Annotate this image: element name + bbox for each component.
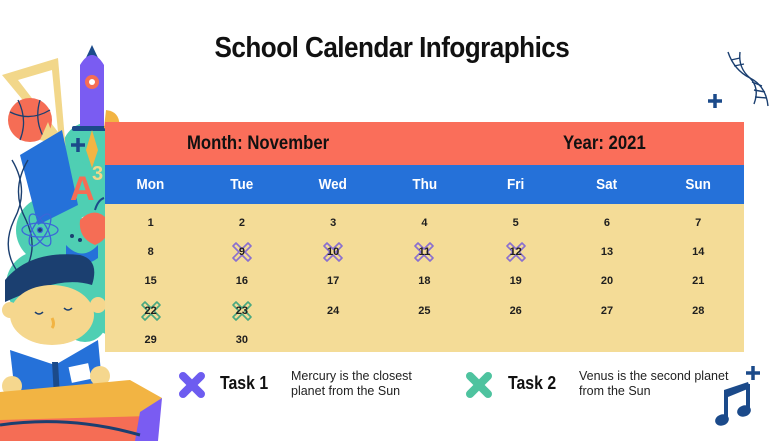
child-face [10,285,94,345]
weekday-mon: Mon [136,176,165,193]
calendar-day-cell[interactable] [196,296,287,325]
day-number: 2 [238,216,245,229]
day-number: 18 [418,275,431,288]
calendar-day-cell[interactable] [196,237,287,266]
weekday-thu: Thu [412,176,437,193]
day-number: 15 [144,275,157,288]
day-number: 14 [692,245,705,258]
calendar-day-cell[interactable] [196,325,287,354]
music-note-icon [714,380,758,428]
day-number: 30 [235,333,249,346]
day-number: 29 [144,333,157,346]
calendar-empty-cell [288,325,379,354]
calendar-empty-cell [379,325,470,354]
calendar-day-cell[interactable] [561,296,652,325]
calendar-day-cell[interactable] [196,208,287,237]
day-number: 10 [327,245,340,258]
day-number: 13 [600,245,614,258]
calendar [105,122,744,352]
calendar-day-cell[interactable] [196,267,287,296]
calendar-day-cell[interactable] [561,208,652,237]
calendar-day-cell[interactable] [653,267,744,296]
day-number: 17 [327,275,340,288]
calendar-week-row [105,267,744,296]
weekday-row [105,165,744,204]
svg-text:3: 3 [92,163,104,185]
day-number: 21 [692,275,705,288]
day-number: 28 [692,304,705,317]
day-number: 6 [603,216,611,229]
day-number: 1 [147,216,154,229]
weekday-wed: Wed [319,176,348,193]
legend-task-2 [465,368,755,400]
legend-label: Task 1 [220,373,269,393]
day-number: 8 [147,245,154,258]
calendar-header [105,122,744,165]
calendar-day-cell[interactable] [288,296,379,325]
calendar-day-cell[interactable] [653,237,744,266]
svg-text:A: A [70,170,95,208]
year-label: Year: 2021 [563,133,646,154]
day-number: 20 [600,275,614,288]
legend-description: Mercury is the closest planet from the Sun [291,369,412,398]
weekday-fri: Fri [507,176,525,193]
day-number: 3 [330,216,337,229]
calendar-day-cell[interactable] [470,208,561,237]
dna-icon [724,50,774,110]
day-number: 25 [418,304,431,317]
weekday-sun: Sun [685,176,711,193]
calendar-day-cell[interactable] [288,267,379,296]
calendar-week-row [105,237,744,266]
day-number: 4 [421,216,428,229]
day-number: 11 [418,245,431,258]
day-number: 5 [512,216,519,229]
calendar-day-cell[interactable] [470,237,561,266]
calendar-day-cell[interactable] [288,237,379,266]
calendar-day-cell[interactable] [105,325,196,354]
calendar-grid [105,204,744,352]
day-number: 9 [238,245,245,258]
calendar-empty-cell [470,325,561,354]
day-number: 12 [509,245,522,258]
legend-description: Venus is the second planet from the Sun [579,369,729,398]
weekday-sat: Sat [596,176,618,193]
day-number: 22 [144,304,157,317]
page-title: School Calendar Infographics [214,32,570,64]
month-label: Month: November [187,133,330,154]
calendar-day-cell[interactable] [653,296,744,325]
day-number: 19 [509,275,522,288]
calendar-day-cell[interactable] [561,237,652,266]
plus-icon [706,92,724,110]
calendar-day-cell[interactable] [379,208,470,237]
day-number: 23 [235,304,249,317]
calendar-week-row [105,208,744,237]
weekday-tue: Tue [230,176,254,193]
day-number: 26 [509,304,522,317]
calendar-day-cell[interactable] [379,296,470,325]
calendar-day-cell[interactable] [653,208,744,237]
calendar-day-cell[interactable] [105,237,196,266]
calendar-empty-cell [561,325,652,354]
legend-label: Task 2 [508,373,557,393]
calendar-day-cell[interactable] [105,208,196,237]
day-number: 27 [600,304,614,317]
calendar-day-cell[interactable] [379,237,470,266]
day-number: 24 [327,304,340,317]
calendar-day-cell[interactable] [288,208,379,237]
cross-icon [178,371,206,399]
calendar-day-cell[interactable] [470,267,561,296]
day-number: 16 [235,275,249,288]
calendar-day-cell[interactable] [105,296,196,325]
calendar-week-row [105,296,744,325]
calendar-empty-cell [653,325,744,354]
calendar-day-cell[interactable] [470,296,561,325]
calendar-day-cell[interactable] [379,267,470,296]
cross-icon [465,371,493,399]
day-number: 7 [695,216,702,229]
calendar-day-cell[interactable] [105,267,196,296]
calendar-week-row [105,325,744,354]
legend-task-1 [178,368,438,400]
calendar-day-cell[interactable] [561,267,652,296]
